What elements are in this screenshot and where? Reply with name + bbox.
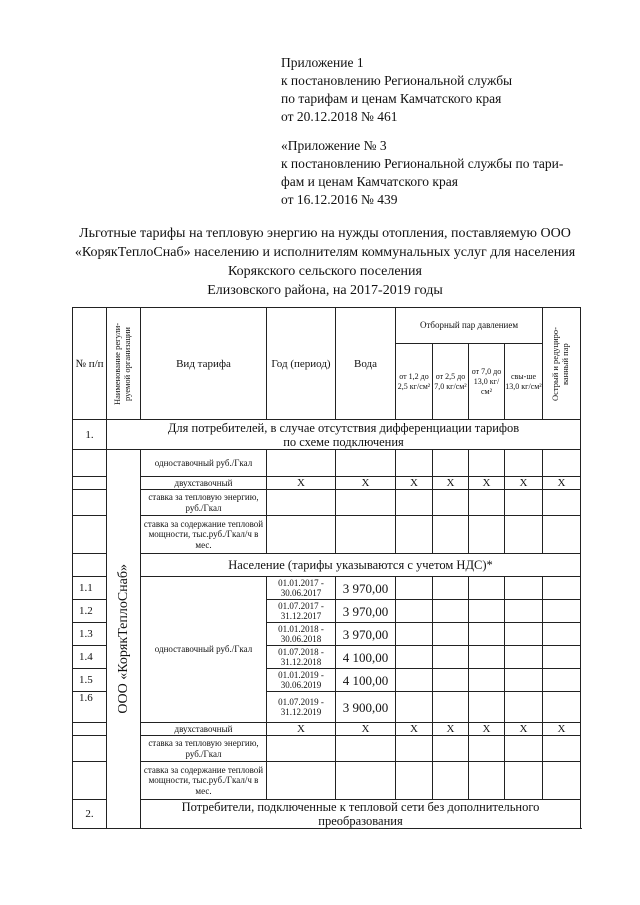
tariff-type: ставка за тепловую энергию, руб./Гкал	[141, 736, 267, 762]
tariff-type: ставка за содержание тепловой мощности, тыс.руб./Гкал/ч в мес.	[141, 516, 267, 554]
period: 01.01.2019 - 30.06.2019	[267, 669, 336, 692]
tariff-type: одноставочный руб./Гкал	[141, 450, 267, 477]
section-title-line: Для потребителей, в случае отсутствия дифференциации тарифов	[167, 420, 520, 435]
cell	[73, 723, 107, 736]
tariff-type: ставка за тепловую энергию, руб./Гкал	[141, 490, 267, 516]
x-mark: X	[396, 477, 433, 490]
row-number: 1.4	[73, 646, 107, 669]
org-cell	[107, 450, 141, 829]
col-header-year: Год (период)	[267, 308, 336, 420]
tariff-type: двухставочный	[141, 477, 267, 490]
period: 01.01.2017 - 30.06.2017	[267, 577, 336, 600]
col-header-water: Вода	[336, 308, 396, 420]
x-mark: X	[336, 723, 396, 736]
cell	[73, 554, 107, 577]
section-title	[107, 420, 581, 450]
header-line: «Приложение № 3	[281, 138, 387, 153]
header-line: к постановлению Региональной службы по тари-	[281, 156, 564, 171]
cell	[73, 516, 107, 554]
x-mark: X	[543, 477, 581, 490]
col-header-steam: Отборный пар давлением	[396, 308, 543, 344]
x-mark: X	[505, 723, 543, 736]
col-header-org-text: Наименование регули-руемой организации	[111, 322, 132, 405]
x-mark: X	[469, 723, 505, 736]
header-line: от 20.12.2018 № 461	[281, 109, 398, 124]
col-header-p2: от 2,5 до 7,0 кг/см²	[433, 344, 469, 420]
header-line: фам и ценам Камчатского края	[281, 174, 458, 189]
title-line: «КорякТеплоСнаб» населению и исполнителям коммунальных услуг для населения	[74, 245, 576, 260]
water-tariff: 3 970,00	[336, 577, 396, 600]
title-line: Льготные тарифы на тепловую энергию на нужды отопления, поставляемую ООО	[79, 226, 571, 241]
appendix-header-quoted	[281, 137, 563, 209]
water-tariff: 4 100,00	[336, 669, 396, 692]
title-line: Елизовского района, на 2017-2019 годы	[207, 283, 443, 298]
col-header-sharp	[543, 308, 581, 420]
row-number: 1.2	[73, 600, 107, 623]
col-header-p4: свы-ше 13,0 кг/см²	[505, 344, 543, 420]
row-number: 1.3	[73, 623, 107, 646]
header-line: от 16.12.2016 № 439	[281, 192, 398, 207]
col-header-p1: от 1,2 до 2,5 кг/см²	[396, 344, 433, 420]
period: 01.01.2018 - 30.06.2018	[267, 623, 336, 646]
header-line: к постановлению Региональной службы	[281, 73, 513, 88]
water-tariff: 3 970,00	[336, 600, 396, 623]
x-mark: X	[469, 477, 505, 490]
population-header: Население (тарифы указываются с учетом НДС)*	[141, 554, 581, 577]
x-mark: X	[396, 723, 433, 736]
water-tariff: 4 100,00	[336, 646, 396, 669]
section-number: 2.	[73, 800, 107, 829]
org-name: ООО «КорякТеплоСнаб»	[115, 564, 131, 714]
col-header-type: Вид тарифа	[141, 308, 267, 420]
section-title: Потребители, подключенные к тепловой сети без дополнительного преобразования	[141, 800, 581, 829]
period: 01.07.2017 - 31.12.2017	[267, 600, 336, 623]
section-title-line: по схеме подключения	[283, 434, 404, 449]
cell	[73, 736, 107, 762]
tariff-type: ставка за содержание тепловой мощности, тыс.руб./Гкал/ч в мес.	[141, 762, 267, 800]
cell	[73, 450, 107, 477]
cell	[73, 762, 107, 800]
title-line: Корякского сельского поселения	[228, 264, 422, 279]
tariff-type: двухставочный	[141, 723, 267, 736]
col-header-sharp-text: Острый и редуциро-ванный пар	[549, 326, 570, 401]
tariff-type: одноставочный руб./Гкал	[141, 577, 267, 723]
col-header-org	[107, 308, 141, 420]
row-number: 1.5	[73, 669, 107, 692]
period: 01.07.2018 - 31.12.2018	[267, 646, 336, 669]
water-tariff: 3 970,00	[336, 623, 396, 646]
x-mark: X	[267, 723, 336, 736]
header-line: Приложение 1	[281, 55, 364, 70]
x-mark: X	[433, 477, 469, 490]
x-mark: X	[336, 477, 396, 490]
x-mark: X	[543, 723, 581, 736]
cell	[73, 490, 107, 516]
row-number: 1.1	[73, 577, 107, 600]
appendix-header	[281, 54, 512, 126]
cell	[73, 477, 107, 490]
row-number: 1.6	[73, 692, 107, 723]
water-tariff: 3 900,00	[336, 692, 396, 723]
col-header-p3: от 7,0 до 13,0 кг/см²	[469, 344, 505, 420]
section-number: 1.	[73, 420, 107, 450]
header-line: по тарифам и ценам Камчатского края	[281, 91, 502, 106]
document-title	[30, 224, 620, 300]
period: 01.07.2019 - 31.12.2019	[267, 692, 336, 723]
tariff-table	[72, 307, 581, 829]
x-mark: X	[433, 723, 469, 736]
x-mark: X	[505, 477, 543, 490]
col-header-num: № п/п	[73, 308, 107, 420]
x-mark: X	[267, 477, 336, 490]
